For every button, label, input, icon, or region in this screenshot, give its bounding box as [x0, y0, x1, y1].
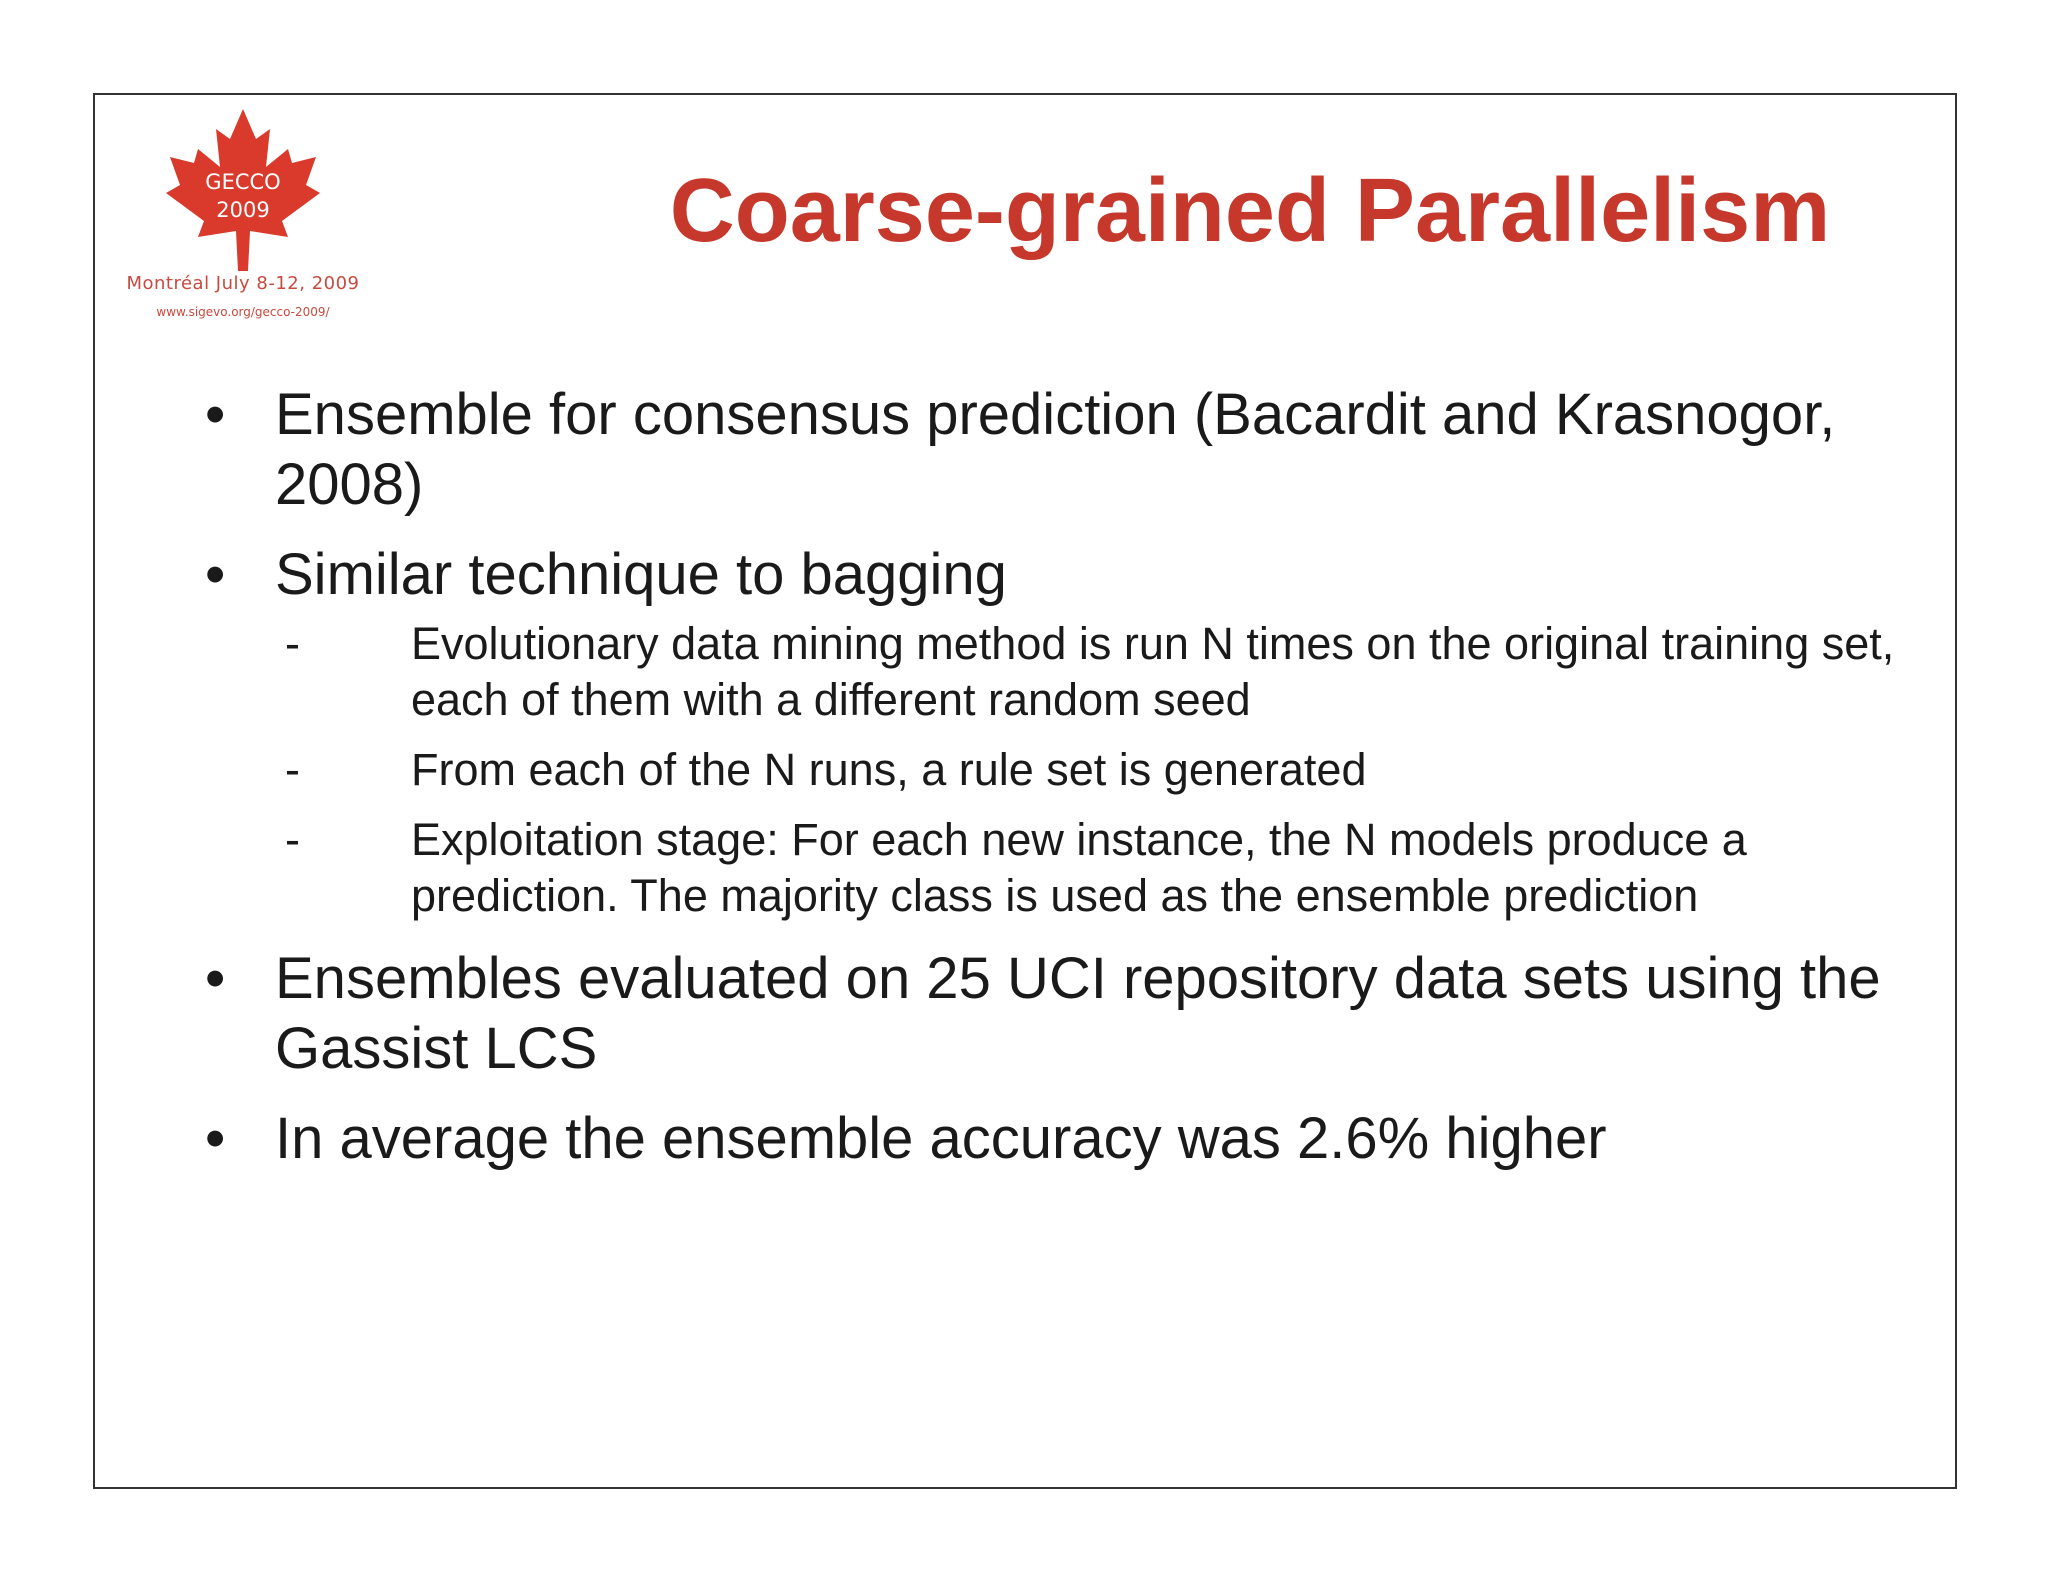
bullet-list — [200, 380, 1900, 1194]
dash-icon: - — [285, 618, 300, 669]
gecco-logo — [108, 105, 378, 335]
logo-website: www.sigevo.org/gecco-2009/ — [156, 305, 330, 319]
logo-badge-line1: GECCO — [205, 170, 281, 194]
sub-bullet-text: Evolutionary data mining method is run N times on the original training set, each of them with a different random seed — [411, 618, 1895, 725]
sub-bullet-list — [275, 616, 1900, 924]
sub-bullet-item — [275, 812, 1900, 924]
slide-title: Coarse-grained Parallelism — [669, 161, 1831, 261]
bullet-dot-icon: • — [205, 1106, 226, 1171]
bullet-text: Similar technique to bagging — [275, 542, 1007, 607]
bullet-dot-icon: • — [205, 946, 226, 1011]
bullet-item — [200, 380, 1900, 520]
bullet-text: In average the ensemble accuracy was 2.6% higher — [275, 1106, 1607, 1171]
logo-location-date: Montréal July 8-12, 2009 — [126, 273, 360, 294]
bullet-item — [200, 944, 1900, 1084]
bullet-dot-icon: • — [205, 542, 226, 607]
bullet-item — [200, 540, 1900, 924]
maple-leaf-icon — [158, 105, 328, 273]
logo-badge-line2: 2009 — [216, 198, 270, 222]
bullet-text: Ensemble for consensus prediction (Bacardit and Krasnogor, 2008) — [275, 382, 1836, 517]
dash-icon: - — [285, 744, 300, 795]
bullet-item — [200, 1104, 1900, 1174]
bullet-dot-icon: • — [205, 382, 226, 447]
bullet-text: Ensembles evaluated on 25 UCI repository data sets using the Gassist LCS — [275, 946, 1881, 1081]
sub-bullet-item — [275, 616, 1900, 728]
sub-bullet-text: From each of the N runs, a rule set is generated — [411, 744, 1367, 795]
dash-icon: - — [285, 814, 300, 865]
sub-bullet-item — [275, 742, 1900, 798]
sub-bullet-text: Exploitation stage: For each new instance, the N models produce a prediction. The majority class is used as the ensemble prediction — [411, 814, 1747, 921]
